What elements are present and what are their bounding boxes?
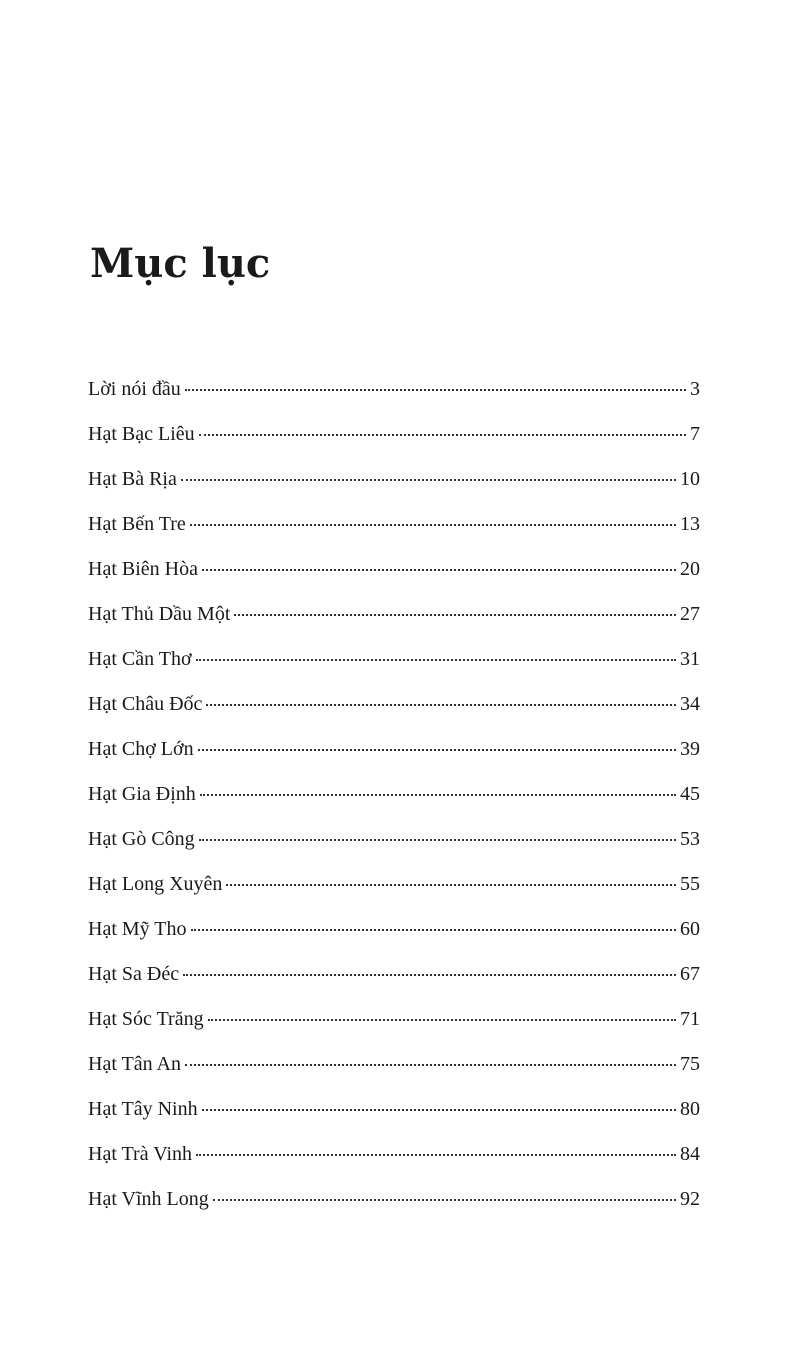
toc-entry	[88, 1143, 700, 1188]
toc-entry	[88, 783, 700, 828]
toc-entry	[88, 558, 700, 603]
dot-leader	[208, 1019, 676, 1021]
toc-entry-page: 92	[680, 1188, 700, 1210]
toc-entry-page: 84	[680, 1143, 700, 1165]
toc-entry	[88, 513, 700, 558]
toc-entry-title: Hạt Trà Vinh	[88, 1143, 193, 1165]
dot-leader	[196, 659, 676, 661]
toc-entry-page: 7	[690, 423, 700, 445]
toc-entry-page: 67	[680, 963, 700, 985]
toc-entry-page: 53	[680, 828, 700, 850]
dot-leader	[202, 569, 676, 571]
toc-entry	[88, 738, 700, 783]
dot-leader	[206, 704, 676, 706]
dot-leader	[185, 389, 686, 391]
table-of-contents	[88, 378, 700, 1233]
toc-entry-title: Hạt Long Xuyên	[88, 873, 223, 895]
toc-entry-title: Hạt Bến Tre	[88, 513, 186, 535]
toc-entry	[88, 963, 700, 1008]
toc-entry	[88, 423, 700, 468]
toc-entry-page: 27	[680, 603, 700, 625]
toc-entry-title: Hạt Chợ Lớn	[88, 738, 194, 760]
toc-entry-page: 34	[680, 693, 700, 715]
toc-entry-title: Hạt Sa Đéc	[88, 963, 180, 985]
toc-entry-page: 45	[680, 783, 700, 805]
toc-entry-page: 71	[680, 1008, 700, 1030]
toc-entry-title: Hạt Châu Đốc	[88, 693, 203, 715]
toc-entry-title: Hạt Tân An	[88, 1053, 181, 1075]
toc-entry-page: 60	[680, 918, 700, 940]
toc-entry	[88, 1188, 700, 1233]
toc-entry-page: 39	[680, 738, 700, 760]
toc-entry	[88, 918, 700, 963]
toc-entry-title: Hạt Gia Định	[88, 783, 196, 805]
toc-entry-title: Hạt Bà Rịa	[88, 468, 177, 490]
dot-leader	[181, 479, 676, 481]
toc-entry-page: 80	[680, 1098, 700, 1120]
dot-leader	[191, 929, 676, 931]
dot-leader	[199, 839, 676, 841]
toc-entry	[88, 468, 700, 513]
toc-entry	[88, 873, 700, 918]
toc-entry-page: 55	[680, 873, 700, 895]
toc-entry	[88, 1008, 700, 1053]
toc-entry-title: Hạt Tây Ninh	[88, 1098, 198, 1120]
toc-entry-page: 20	[680, 558, 700, 580]
dot-leader	[234, 614, 676, 616]
toc-entry	[88, 1053, 700, 1098]
toc-entry	[88, 693, 700, 738]
dot-leader	[202, 1109, 676, 1111]
toc-entry	[88, 828, 700, 873]
toc-entry-page: 3	[690, 378, 700, 400]
toc-entry-title: Hạt Gò Công	[88, 828, 195, 850]
toc-entry-title: Hạt Vĩnh Long	[88, 1188, 209, 1210]
dot-leader	[213, 1199, 676, 1201]
dot-leader	[185, 1064, 676, 1066]
toc-entry-page: 13	[680, 513, 700, 535]
toc-entry-page: 31	[680, 648, 700, 670]
dot-leader	[196, 1154, 676, 1156]
page-title: Mục lục	[90, 240, 271, 287]
toc-entry-title: Lời nói đầu	[88, 378, 181, 400]
toc-entry	[88, 378, 700, 423]
toc-entry-title: Hạt Cần Thơ	[88, 648, 192, 670]
dot-leader	[226, 884, 676, 886]
toc-entry	[88, 603, 700, 648]
dot-leader	[183, 974, 676, 976]
toc-entry-title: Hạt Mỹ Tho	[88, 918, 187, 940]
toc-entry-title: Hạt Biên Hòa	[88, 558, 198, 580]
dot-leader	[200, 794, 676, 796]
toc-entry-title: Hạt Sóc Trăng	[88, 1008, 204, 1030]
toc-entry-title: Hạt Thủ Dầu Một	[88, 603, 231, 625]
toc-entry	[88, 648, 700, 693]
toc-entry	[88, 1098, 700, 1143]
toc-entry-page: 10	[680, 468, 700, 490]
dot-leader	[198, 749, 676, 751]
toc-entry-page: 75	[680, 1053, 700, 1075]
toc-entry-title: Hạt Bạc Liêu	[88, 423, 195, 445]
dot-leader	[190, 524, 676, 526]
dot-leader	[199, 434, 686, 436]
